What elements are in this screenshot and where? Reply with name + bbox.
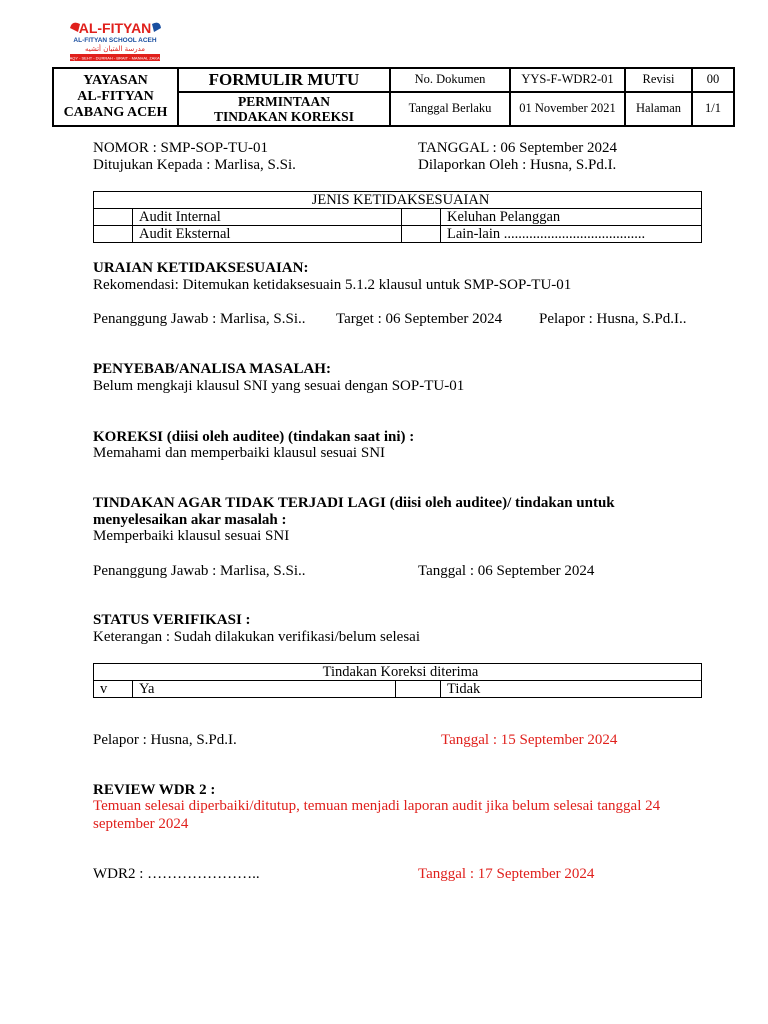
lain-lain-label: Lain-lain ....................................... — [441, 226, 702, 243]
nomor-field: NOMOR : SMP-SOP-TU-01 — [93, 140, 269, 156]
org-line-2: AL-FITYAN — [77, 89, 154, 104]
tindakan-penanggung-jawab: Penanggung Jawab : Marlisa, S.Si.. — [93, 563, 306, 579]
uraian-penanggung-jawab: Penanggung Jawab : Marlisa, S.Si.. — [93, 311, 306, 327]
form-subtitle-line-1: PERMINTAAN — [238, 93, 330, 109]
uraian-target: Target : 06 September 2024 — [336, 311, 503, 327]
form-subtitle-line-2: TINDAKAN KOREKSI — [214, 108, 354, 124]
penyebab-heading: PENYEBAB/ANALISA MASALAH: — [93, 361, 331, 377]
form-title: FORMULIR MUTU — [178, 68, 390, 92]
review-heading: REVIEW WDR 2 : — [93, 782, 216, 798]
keluhan-pelanggan-checkbox[interactable] — [402, 209, 441, 226]
ya-checkbox[interactable]: v — [94, 681, 133, 698]
al-fityan-logo — [66, 18, 164, 62]
review-tanggal: Tanggal : 17 September 2024 — [418, 866, 595, 882]
koreksi-heading: KOREKSI (diisi oleh auditee) (tindakan saat ini) : — [93, 429, 415, 445]
review-text-1: Temuan selesai diperbaiki/ditutup, temuan menjadi laporan audit jika belum selesai tanggal 24 — [93, 798, 661, 814]
status-text: Keterangan : Sudah dilakukan verifikasi/belum selesai — [93, 629, 420, 645]
pelapor-tanggal: Tanggal : 15 September 2024 — [441, 732, 618, 748]
no-dokumen-value: YYS-F-WDR2-01 — [510, 68, 625, 92]
wdr2-signature-line: WDR2 : ………………….. — [93, 866, 260, 882]
org-line-1: YAYASAN — [83, 73, 148, 88]
status-heading: STATUS VERIFIKASI : — [93, 612, 251, 628]
tanggal-berlaku-label: Tanggal Berlaku — [390, 92, 510, 126]
audit-eksternal-checkbox[interactable] — [94, 226, 133, 243]
lain-lain-checkbox[interactable] — [402, 226, 441, 243]
revisi-label: Revisi — [625, 68, 692, 92]
tanggal-berlaku-value: 01 November 2021 — [510, 92, 625, 126]
dilaporkan-field: Dilaporkan Oleh : Husna, S.Pd.I. — [418, 157, 617, 173]
uraian-text: Rekomendasi: Ditemukan ketidaksesuain 5.1.2 klausul untuk SMP-SOP-TU-01 — [93, 277, 572, 293]
tidak-checkbox[interactable] — [396, 681, 441, 698]
revisi-value: 00 — [692, 68, 734, 92]
ya-label: Ya — [133, 681, 396, 698]
ditujukan-field: Ditujukan Kepada : Marlisa, S.Si. — [93, 157, 296, 173]
pelapor-line: Pelapor : Husna, S.Pd.I. — [93, 732, 237, 748]
keluhan-pelanggan-label: Keluhan Pelanggan — [441, 209, 702, 226]
logo-line2: مدرسة الفتيان أتشيه — [85, 45, 145, 53]
koreksi-text: Memahami dan memperbaiki klausul sesuai SNI — [93, 445, 386, 461]
tindakan-heading-2: menyelesaikan akar masalah : — [93, 512, 287, 528]
audit-internal-checkbox[interactable] — [94, 209, 133, 226]
tindakan-tanggal: Tanggal : 06 September 2024 — [418, 563, 595, 579]
tidak-label: Tidak — [441, 681, 702, 698]
tanggal-field: TANGGAL : 06 September 2024 — [418, 140, 618, 156]
penyebab-text: Belum mengkaji klausul SNI yang sesuai dengan SOP-TU-01 — [93, 378, 465, 394]
logo-line1: AL-FITYAN SCHOOL ACEH — [73, 37, 157, 44]
org-line-3: CABANG ACEH — [63, 105, 168, 120]
tindakan-koreksi-title: Tindakan Koreksi diterima — [94, 664, 702, 681]
uraian-heading: URAIAN KETIDAKSESUAIAN: — [93, 260, 309, 276]
logo-tagline: TAQY - SEHT - DURRAH - BRAIT - MANHAL ZAKAH — [67, 55, 163, 61]
uraian-pelapor: Pelapor : Husna, S.Pd.I.. — [539, 311, 687, 327]
tindakan-koreksi-table — [93, 663, 702, 698]
halaman-label: Halaman — [625, 92, 692, 126]
jenis-title: JENIS KETIDAKSESUAIAN — [94, 192, 702, 209]
document-header-table — [52, 67, 735, 127]
form-subtitle — [178, 92, 390, 126]
organization-cell — [53, 68, 178, 126]
halaman-value: 1/1 — [692, 92, 734, 126]
review-text-2: september 2024 — [93, 816, 189, 832]
no-dokumen-label: No. Dokumen — [390, 68, 510, 92]
tindakan-text: Memperbaiki klausul sesuai SNI — [93, 528, 290, 544]
tindakan-heading-1: TINDAKAN AGAR TIDAK TERJADI LAGI (diisi oleh auditee)/ tindakan untuk — [93, 495, 615, 511]
logo-name: AL-FITYAN — [78, 20, 152, 36]
audit-eksternal-label: Audit Eksternal — [133, 226, 402, 243]
audit-internal-label: Audit Internal — [133, 209, 402, 226]
jenis-ketidaksesuaian-table — [93, 191, 702, 243]
